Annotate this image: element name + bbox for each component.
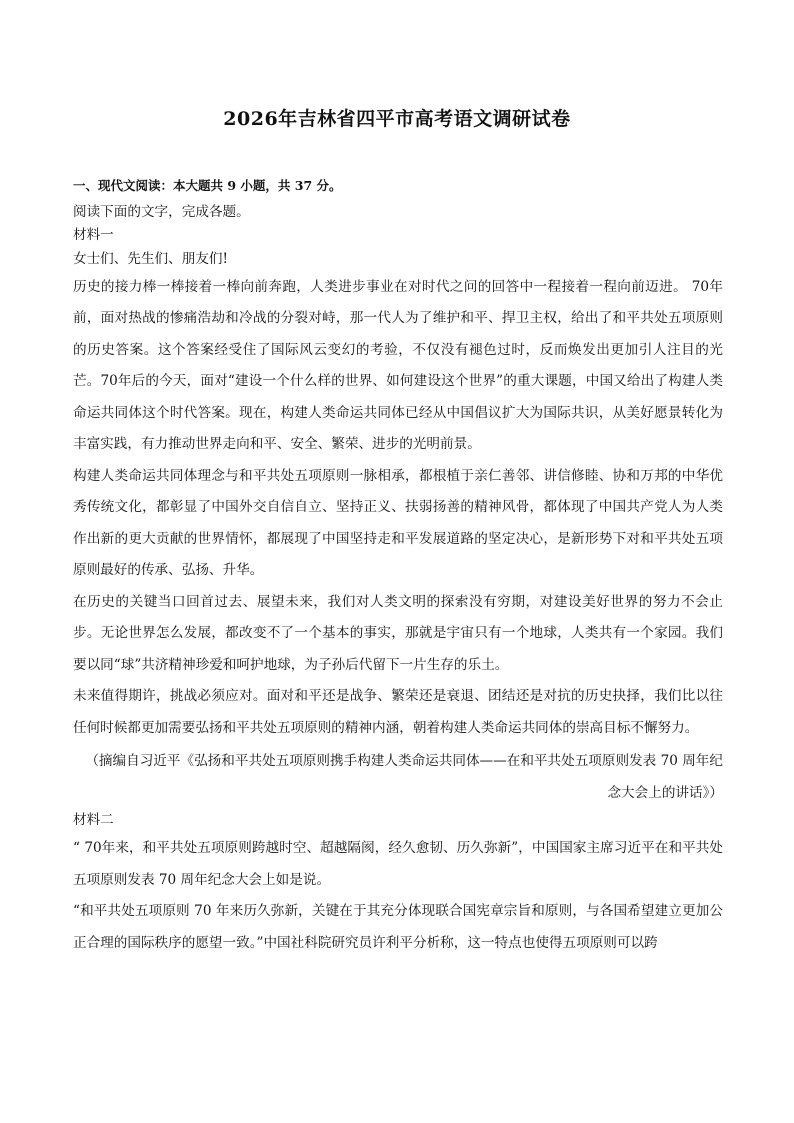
material1-paragraph: 构建人类命运共同体理念与和平共处五项原则一脉相承，都根植于亲仁善邻、讲信修睦、协和万邦的中华优秀传统文化，都彰显了中国外交自信自立、坚持正义、扶弱扬善的精神风骨，都体现了中国共产党人为人类作出新的更大贡献的世界情怀，都展现了中国坚持走和平发展道路的坚定决心，是新形势下对和平共处五项原则最好的传承、弘扬、升华。 xyxy=(73,467,723,579)
material2-paragraph: “ 70年来，和平共处五项原则跨越时空、超越隔阂，经久愈韧、历久弥新”，中国国家主席习近平在和平共处五项原则发表 70 周年纪念大会上如是说。 xyxy=(73,840,723,888)
material1-paragraph: 未来值得期许，挑战必须应对。面对和平还是战争、繁荣还是衰退、团结还是对抗的历史抉择，我们比以往任何时候都更加需要弘扬和平共处五项原则的精神内涵，朝着构建人类命运共同体的崇高目标不懈努力。 xyxy=(73,688,723,736)
section-heading: 一、现代文阅读：本大题共 9 小题，共 37 分。 xyxy=(73,178,342,193)
material1-label: 材料一 xyxy=(73,227,114,244)
material2-paragraph: “和平共处五项原则 70 年来历久弥新，关键在于其充分体现联合国宪章宗旨和原则，与各国希望建立更加公正合理的国际秩序的愿望一致。”中国社科院研究员许利平分析称，这一特点也使得五项原则可以跨 xyxy=(73,903,723,951)
instruction-text: 阅读下面的文字，完成各题。 xyxy=(73,203,250,220)
material2-label: 材料二 xyxy=(73,812,114,829)
document-title: 2026年吉林省四平市高考语文调研试卷 xyxy=(223,108,571,130)
document-body xyxy=(73,174,723,959)
greeting-text: 女士们、先生们、朋友们! xyxy=(73,251,228,268)
material1-source: （摘编自习近平《弘扬和平共处五项原则携手构建人类命运共同体——在和平共处五项原则发表 70 周年纪念大会上的讲话》） xyxy=(85,753,723,801)
material1-paragraph: 在历史的关键当口回首过去、展望未来，我们对人类文明的探索没有穷期，对建设美好世界的努力不会止步。无论世界怎么发展，都改变不了一个基本的事实，那就是宇宙只有一个地球，人类共有一个家园。我们要以同“球”共济精神珍爱和呵护地球，为子孙后代留下一片生存的乐土。 xyxy=(73,593,723,673)
material1-paragraph: 历史的接力棒一棒接着一棒向前奔跑，人类进步事业在对时代之问的回答中一程接着一程向前迈进。 70年前，面对热战的惨痛浩劫和冷战的分裂对峙，那一代人为了维护和平、捍卫主权，给出了和平共处五项原则的历史答案。这个答案经受住了国际风云变幻的考验，不仅没有褪色过时，反而焕发出更加引人注目的光芒。70年后的今天，面对“建设一个什么样的世界、如何建设这个世界”的重大课题，中国又给出了构建人类命运共同体这个时代答案。现在，构建人类命运共同体已经从中国倡议扩大为国际共识，从美好愿景转化为丰富实践，有力推动世界走向和平、安全、繁荣、进步的光明前景。 xyxy=(73,278,723,453)
